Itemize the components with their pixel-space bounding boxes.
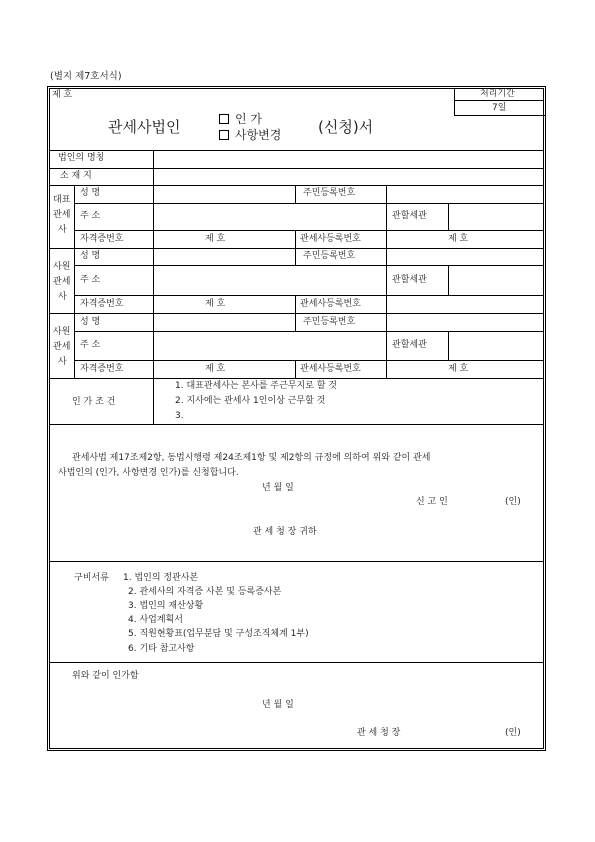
title-option-change[interactable]: 사항변경 xyxy=(219,129,281,141)
section2-office-label: 관할세관 xyxy=(392,275,427,285)
condition-item-1: 1. 대표관세사는 본사를 주근무지로 할 것 xyxy=(175,381,337,391)
section3-group-3: 사 xyxy=(58,357,67,367)
section2-rrn-label: 주민등록번호 xyxy=(303,251,356,261)
section2-group-2: 관세 xyxy=(53,277,71,287)
section1-cert-label: 자격증번호 xyxy=(80,234,124,244)
section1-office-label: 관할세관 xyxy=(392,211,427,221)
section2-name-label: 성 명 xyxy=(80,251,101,261)
applicant-label: 신 고 인 xyxy=(416,497,448,507)
corp-address-label: 소 재 지 xyxy=(60,171,92,181)
document-item-1: 1. 법인의 정관사본 xyxy=(123,573,199,583)
conditions-label: 인 가 조 건 xyxy=(72,397,116,407)
corp-name-label: 법인의 명칭 xyxy=(58,153,105,163)
approval-text: 위와 같이 인가함 xyxy=(72,671,139,681)
recipient: 관 세 청 장 귀하 xyxy=(253,527,317,537)
section1-group-3: 사 xyxy=(58,225,67,235)
section3-rrn-label: 주민등록번호 xyxy=(303,317,356,327)
application-date: 년 월 일 xyxy=(262,483,294,493)
approval-seal: (인) xyxy=(505,728,521,738)
section3-office-label: 관할세관 xyxy=(392,340,427,350)
section3-reg-label: 관세사등록번호 xyxy=(300,364,361,374)
section1-reg-label: 관세사등록번호 xyxy=(300,234,361,244)
section1-reg-value: 제 호 xyxy=(448,234,469,244)
condition-item-3: 3. xyxy=(175,411,184,421)
applicant-seal: (인) xyxy=(505,497,521,507)
section3-group-2: 관세 xyxy=(53,342,71,352)
form-label: (별지 제7호서식) xyxy=(50,71,122,82)
title-main: 관세사법인 xyxy=(108,118,181,136)
application-line2: 사법인의 (인가, 사항변경 인가)를 신청합니다. xyxy=(58,468,239,478)
checkbox-change-icon[interactable] xyxy=(219,130,229,140)
section1-group-2: 관세 xyxy=(53,210,71,220)
form-frame-inner xyxy=(49,88,544,749)
document-item-4: 4. 사업계획서 xyxy=(128,615,183,625)
title-option-approval[interactable]: 인 가 xyxy=(219,113,262,125)
section2-reg-label: 관세사등록번호 xyxy=(300,299,361,309)
processing-label: 처리기간 xyxy=(480,89,515,99)
section3-cert-label: 자격증번호 xyxy=(80,364,124,374)
section1-group-1: 대표 xyxy=(53,195,71,205)
section2-cert-label: 자격증번호 xyxy=(80,299,124,309)
section1-addr-label: 주 소 xyxy=(80,211,101,221)
section2-group-1: 사원 xyxy=(53,262,71,272)
application-line1: 관세사법 제17조제2항, 동법시행령 제24조제1항 및 제2항의 규정에 의하여 위와 같이 관세 xyxy=(72,453,431,463)
section1-rrn-label: 주민등록번호 xyxy=(303,188,356,198)
section2-cert-value: 제 호 xyxy=(205,299,226,309)
section1-cert-value: 제 호 xyxy=(205,234,226,244)
section2-addr-label: 주 소 xyxy=(80,275,101,285)
section3-cert-value: 제 호 xyxy=(205,364,226,374)
document-item-2: 2. 관세사의 자격증 사본 및 등록증사본 xyxy=(128,587,282,597)
section3-name-label: 성 명 xyxy=(80,317,101,327)
condition-item-2: 2. 지사에는 관세사 1인이상 근무할 것 xyxy=(175,396,326,406)
approval-signer: 관 세 청 장 xyxy=(357,728,401,738)
title-suffix: (신청)서 xyxy=(318,118,374,136)
checkbox-approval-icon[interactable] xyxy=(219,114,229,124)
section3-group-1: 사원 xyxy=(53,327,71,337)
document-item-6: 6. 기타 참고사항 xyxy=(128,644,195,654)
section3-addr-label: 주 소 xyxy=(80,340,101,350)
approval-date: 년 월 일 xyxy=(262,700,294,710)
documents-label: 구비서류 xyxy=(74,573,109,583)
document-item-3: 3. 법인의 재산상황 xyxy=(128,601,204,611)
section3-reg-value: 제 호 xyxy=(448,364,469,374)
section1-name-label: 성 명 xyxy=(80,188,101,198)
doc-number: 제 호 xyxy=(52,90,73,100)
document-item-5: 5. 직원현황표(업무분담 및 구성조직체계 1부) xyxy=(128,629,309,639)
section2-group-3: 사 xyxy=(58,292,67,302)
processing-value: 7일 xyxy=(492,103,507,113)
